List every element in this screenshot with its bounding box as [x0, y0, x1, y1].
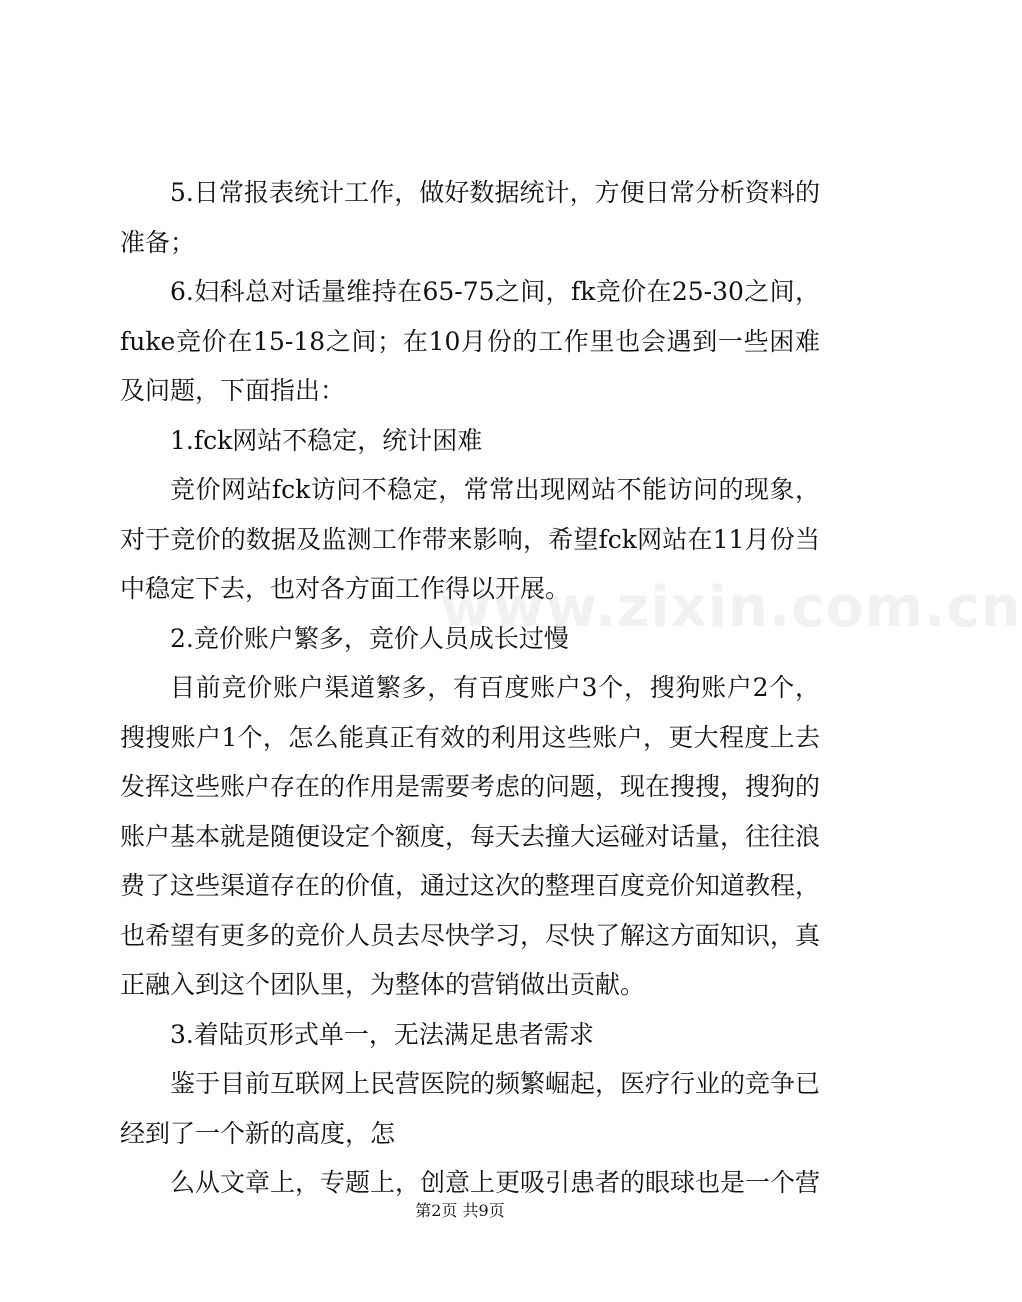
problem-body-3: 鉴于目前互联网上民营医院的频繁崛起，医疗行业的竞争已经到了一个新的高度，怎 — [120, 1069, 821, 1148]
document-body — [120, 168, 820, 1208]
watermark: www.zixin.com.cn — [440, 575, 1022, 640]
problem-heading-3: 3.着陆页形式单一，无法满足患者需求 — [170, 1019, 594, 1049]
problem-heading-2: 2.竞价账户繁多，竞价人员成长过慢 — [170, 623, 569, 653]
page-number-footer: 第2页 共9页 — [415, 1201, 505, 1220]
problem-body-2: 目前竞价账户渠道繁多，有百度账户3个，搜狗账户2个，搜搜账户1个，怎么能真正有效的利用这些账户，更大程度上去发挥这些账户存在的作用是需要考虑的问题，现在搜搜，搜狗的账户基本就是随便设定个额度，每天去撞大运碰对话量，往往浪费了这些渠道存在的价值，通过这次的整理百度竞价知道教程，也希望有更多的竞价人员去尽快学习，尽快了解这方面知识，真正融入到这个团队里，为整体的营销做出贡献。 — [120, 673, 821, 999]
paragraph-item-5: 5.日常报表统计工作，做好数据统计，方便日常分析资料的准备； — [120, 178, 820, 257]
problem-body-3-continued: 么从文章上，专题上，创意上更吸引患者的眼球也是一个营 — [170, 1168, 821, 1197]
problem-heading-1: 1.fck网站不稳定，统计困难 — [170, 425, 483, 455]
problem-body-1: 竞价网站fck访问不稳定，常常出现网站不能访问的现象，对于竞价的数据及监测工作带来影响，希望fck网站在11月份当中稳定下去，也对各方面工作得以开展。 — [120, 475, 820, 603]
paragraph-item-6: 6.妇科总对话量维持在65-75之间，fk竞价在25-30之间，fuke竞价在15-18之间；在10月份的工作里也会遇到一些困难及问题，下面指出： — [120, 277, 820, 405]
